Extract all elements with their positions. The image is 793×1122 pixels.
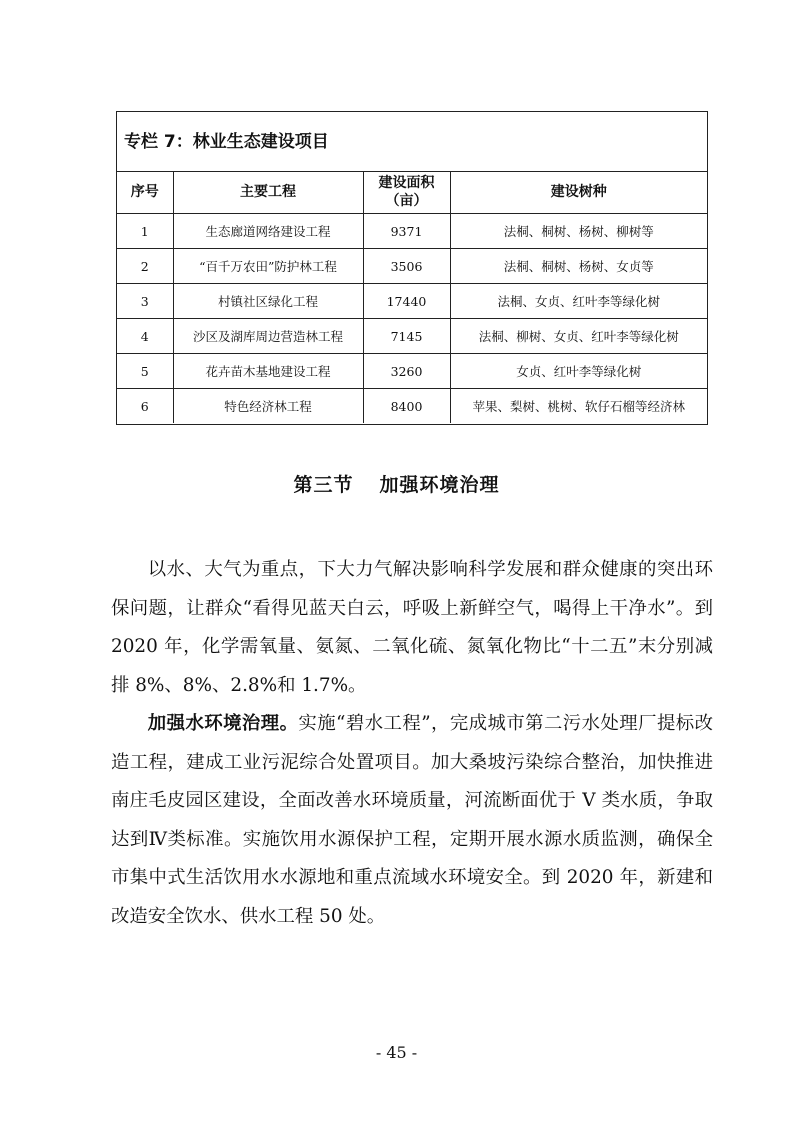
cell-area: 9371 [363, 214, 450, 249]
cell-area: 7145 [363, 319, 450, 354]
cell-project: 特色经济林工程 [173, 389, 363, 424]
cell-project: 沙区及湖库周边营造林工程 [173, 319, 363, 354]
header-area-line2: （亩） [385, 193, 428, 209]
cell-project: 生态廊道网络建设工程 [173, 214, 363, 249]
cell-index: 5 [117, 354, 173, 389]
cell-index: 6 [117, 389, 173, 424]
paragraph-2-body: 实施“碧水工程”，完成城市第二污水处理厂提标改造工程，建成工业污泥综合处置项目。加大桑坡污染综合整治，加快推进南庄毛皮园区建设，全面改善水环境质量，河流断面优于 V 类水质，争取达到Ⅳ类标准。实施饮用水源保护工程，定期开展水源水质监测，确保全市集中式生活饮用水水源地和重点流域水环境安全。到 2020 年，新建和改造安全饮水、供水工程 50 处。 [111, 713, 713, 927]
cell-species: 法桐、桐树、杨树、女贞等 [450, 249, 707, 284]
header-species: 建设树种 [450, 171, 707, 214]
table-row [117, 249, 707, 284]
cell-project: 花卉苗木基地建设工程 [173, 354, 363, 389]
cell-project: 村镇社区绿化工程 [173, 284, 363, 319]
section-heading [0, 470, 793, 497]
cell-area: 8400 [363, 389, 450, 424]
cell-index: 1 [117, 214, 173, 249]
section-number: 第三节 [293, 474, 354, 496]
cell-species: 苹果、梨树、桃树、软仔石榴等经济林 [450, 389, 707, 424]
table-header-row [117, 171, 707, 214]
table-row [117, 319, 707, 354]
table-row [117, 284, 707, 319]
cell-species: 女贞、红叶李等绿化树 [450, 354, 707, 389]
cell-species: 法桐、柳树、女贞、红叶李等绿化树 [450, 319, 707, 354]
cell-project: “百千万农田”防护林工程 [173, 249, 363, 284]
box-title: 专栏 7：林业生态建设项目 [117, 112, 707, 172]
paragraph-2-lead: 加强水环境治理。 [147, 713, 299, 734]
header-area [363, 171, 450, 214]
paragraph-2 [111, 705, 713, 936]
table-row [117, 354, 707, 389]
header-index: 序号 [117, 171, 173, 214]
cell-species: 法桐、女贞、红叶李等绿化树 [450, 284, 707, 319]
cell-index: 2 [117, 249, 173, 284]
cell-index: 3 [117, 284, 173, 319]
cell-area: 3260 [363, 354, 450, 389]
cell-area: 3506 [363, 249, 450, 284]
project-box [116, 111, 708, 425]
table-row [117, 214, 707, 249]
header-area-line1: 建设面积 [378, 175, 435, 191]
project-table [117, 171, 707, 423]
page-number: - 45 - [375, 1043, 418, 1062]
section-title: 加强环境治理 [379, 474, 500, 496]
paragraph-1: 以水、大气为重点，下大力气解决影响科学发展和群众健康的突出环保问题，让群众“看得见蓝天白云，呼吸上新鲜空气，喝得上干净水”。到 2020 年，化学需氧量、氨氮、二氧化硫、氮氧化物比“十二五”末分别减排 8%、8%、2.8%和 1.7%。 [111, 559, 713, 696]
header-project: 主要工程 [173, 171, 363, 214]
cell-species: 法桐、桐树、杨树、柳树等 [450, 214, 707, 249]
table-row [117, 389, 707, 424]
cell-index: 4 [117, 319, 173, 354]
cell-area: 17440 [363, 284, 450, 319]
